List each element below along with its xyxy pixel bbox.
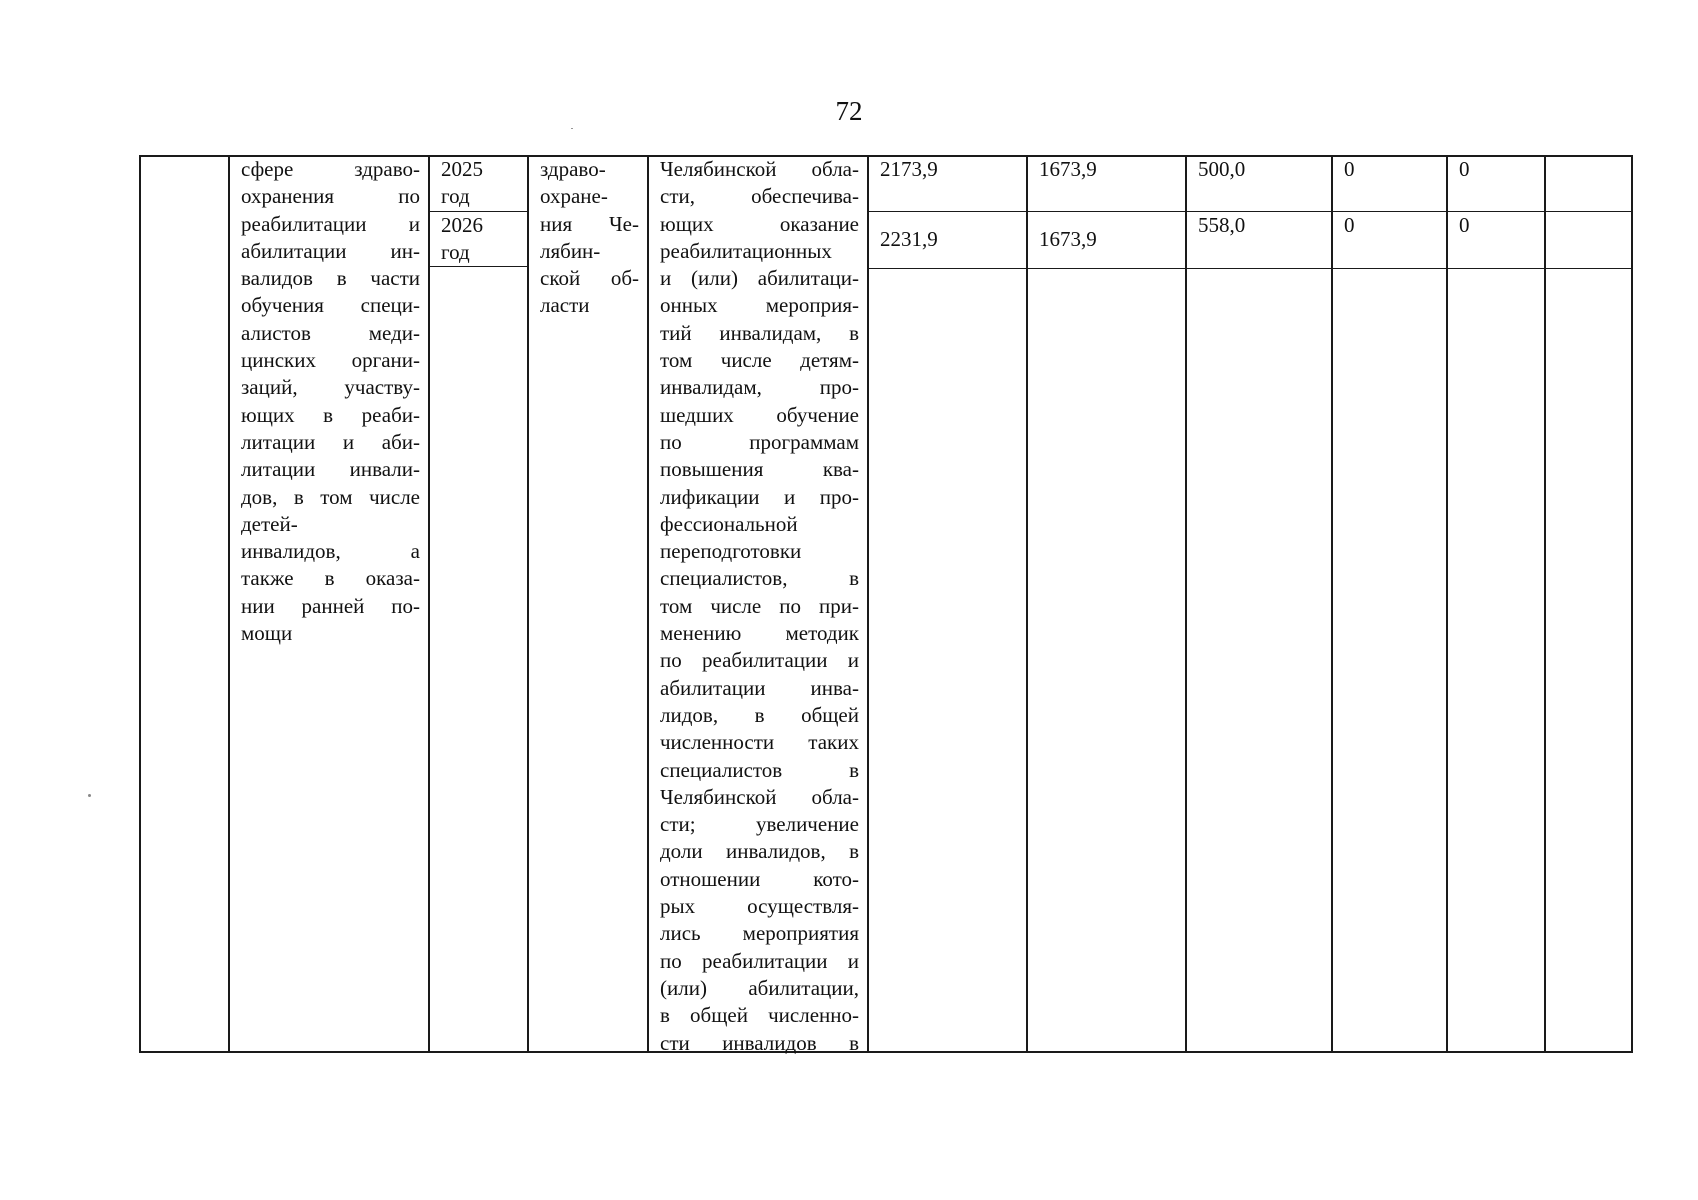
indicator-line: переподготовки (660, 539, 802, 564)
indicator-line: том числе детям- (660, 348, 859, 373)
column-divider (1544, 155, 1546, 1053)
funding-col4-2026: 0 (1459, 213, 1470, 237)
indicator-line: лификации и про- (660, 484, 859, 509)
indicator-cell (660, 156, 859, 1057)
total-2025: 2173,9 (880, 157, 938, 181)
indicator-line: и (или) абилитаци- (660, 266, 859, 291)
executor-cell (540, 156, 639, 320)
column-divider (1331, 155, 1333, 1053)
executor-line: лябин- (540, 238, 601, 263)
indicator-line: численности таких (660, 730, 859, 755)
column-divider (1446, 155, 1448, 1053)
executor-line: ния Че- (540, 211, 639, 236)
indicator-line: ющих оказание (660, 211, 859, 236)
indicator-line: лись мероприятия (660, 921, 859, 946)
executor-line: охране- (540, 184, 608, 209)
year-cell-2025 (441, 156, 521, 211)
indicator-line: фессиональной (660, 511, 798, 536)
table-border-left (139, 155, 141, 1053)
table-border-right (1631, 155, 1633, 1053)
indicator-line: повышения ква- (660, 457, 859, 482)
description-line: сфере здраво- (241, 157, 420, 181)
description-line: абилитации ин- (241, 238, 420, 263)
column-divider (647, 155, 649, 1053)
description-line: заций, участву- (241, 375, 420, 400)
description-line: обучения специ- (241, 293, 420, 318)
indicator-line: в общей численно- (660, 1003, 859, 1028)
description-line: литации и аби- (241, 429, 420, 454)
description-line: алистов меди- (241, 320, 420, 345)
indicator-line: (или) абилитации, (660, 975, 859, 1000)
funding-col2-2026: 558,0 (1198, 213, 1246, 237)
indicator-line: менению методик (660, 621, 859, 646)
indicator-line: сти, обеспечива- (660, 184, 859, 209)
indicator-line: специалистов в (660, 757, 859, 782)
indicator-line: инвалидам, про- (660, 375, 859, 400)
indicator-line: реабилитационных (660, 238, 832, 263)
indicator-line: абилитации инва- (660, 675, 859, 700)
description-line: литации инвали- (241, 457, 420, 482)
funding-col2-2025: 500,0 (1198, 157, 1246, 181)
funding-col3-2025: 0 (1344, 157, 1355, 181)
year-unit: год (441, 184, 470, 209)
funding-col1-2025: 1673,9 (1039, 157, 1097, 181)
row-divider (867, 268, 1633, 269)
indicator-line: тий инвалидам, в (660, 320, 859, 345)
column-divider (428, 155, 430, 1053)
description-line: нии ранней по- (241, 593, 420, 618)
scan-speck (88, 794, 91, 797)
funding-col1-2026: 1673,9 (1039, 227, 1097, 251)
year-unit: год (441, 240, 470, 265)
indicator-line: специалистов, в (660, 566, 859, 591)
total-2026: 2231,9 (880, 227, 938, 251)
description-line: детей- (241, 511, 298, 536)
row-divider (867, 211, 1633, 212)
description-line: реабилитации и (241, 211, 420, 236)
indicator-line: Челябинской обла- (660, 157, 859, 181)
description-line: мощи (241, 621, 293, 646)
indicator-line: рых осуществля- (660, 894, 859, 919)
description-cell (241, 156, 420, 647)
description-line: охранения по (241, 184, 420, 209)
indicator-line: сти; увеличение (660, 812, 859, 837)
indicator-line: онных мероприя- (660, 293, 859, 318)
indicator-line: лидов, в общей (660, 702, 859, 727)
scan-speck (571, 128, 573, 129)
funding-col3-2026: 0 (1344, 213, 1355, 237)
table-border-bottom (139, 1051, 1633, 1053)
year-value: 2026 (441, 213, 483, 237)
page-number: 72 (835, 96, 863, 126)
description-line: инвалидов, а (241, 539, 420, 564)
indicator-line: отношении кото- (660, 866, 859, 891)
column-divider (1185, 155, 1187, 1053)
column-divider (228, 155, 230, 1053)
column-divider (867, 155, 869, 1053)
indicator-line: по программам (660, 429, 859, 454)
indicator-line: по реабилитации и (660, 948, 859, 973)
description-line: также в оказа- (241, 566, 420, 591)
column-divider (1026, 155, 1028, 1053)
description-line: дов, в том числе (241, 484, 420, 509)
year-value: 2025 (441, 157, 483, 181)
executor-line: ской об- (540, 266, 639, 291)
description-line: валидов в части (241, 266, 420, 291)
indicator-line: шедших обучение (660, 402, 859, 427)
executor-line: здраво- (540, 157, 606, 181)
indicator-line: Челябинской обла- (660, 784, 859, 809)
description-line: цинских органи- (241, 348, 420, 373)
year-cell-2026 (441, 212, 521, 267)
indicator-line: доли инвалидов, в (660, 839, 859, 864)
indicator-line: сти инвалидов в (660, 1030, 859, 1055)
indicator-line: том числе по при- (660, 593, 859, 618)
funding-col4-2025: 0 (1459, 157, 1470, 181)
executor-line: ласти (540, 293, 590, 318)
indicator-line: по реабилитации и (660, 648, 859, 673)
description-line: ющих в реаби- (241, 402, 420, 427)
column-divider (527, 155, 529, 1053)
